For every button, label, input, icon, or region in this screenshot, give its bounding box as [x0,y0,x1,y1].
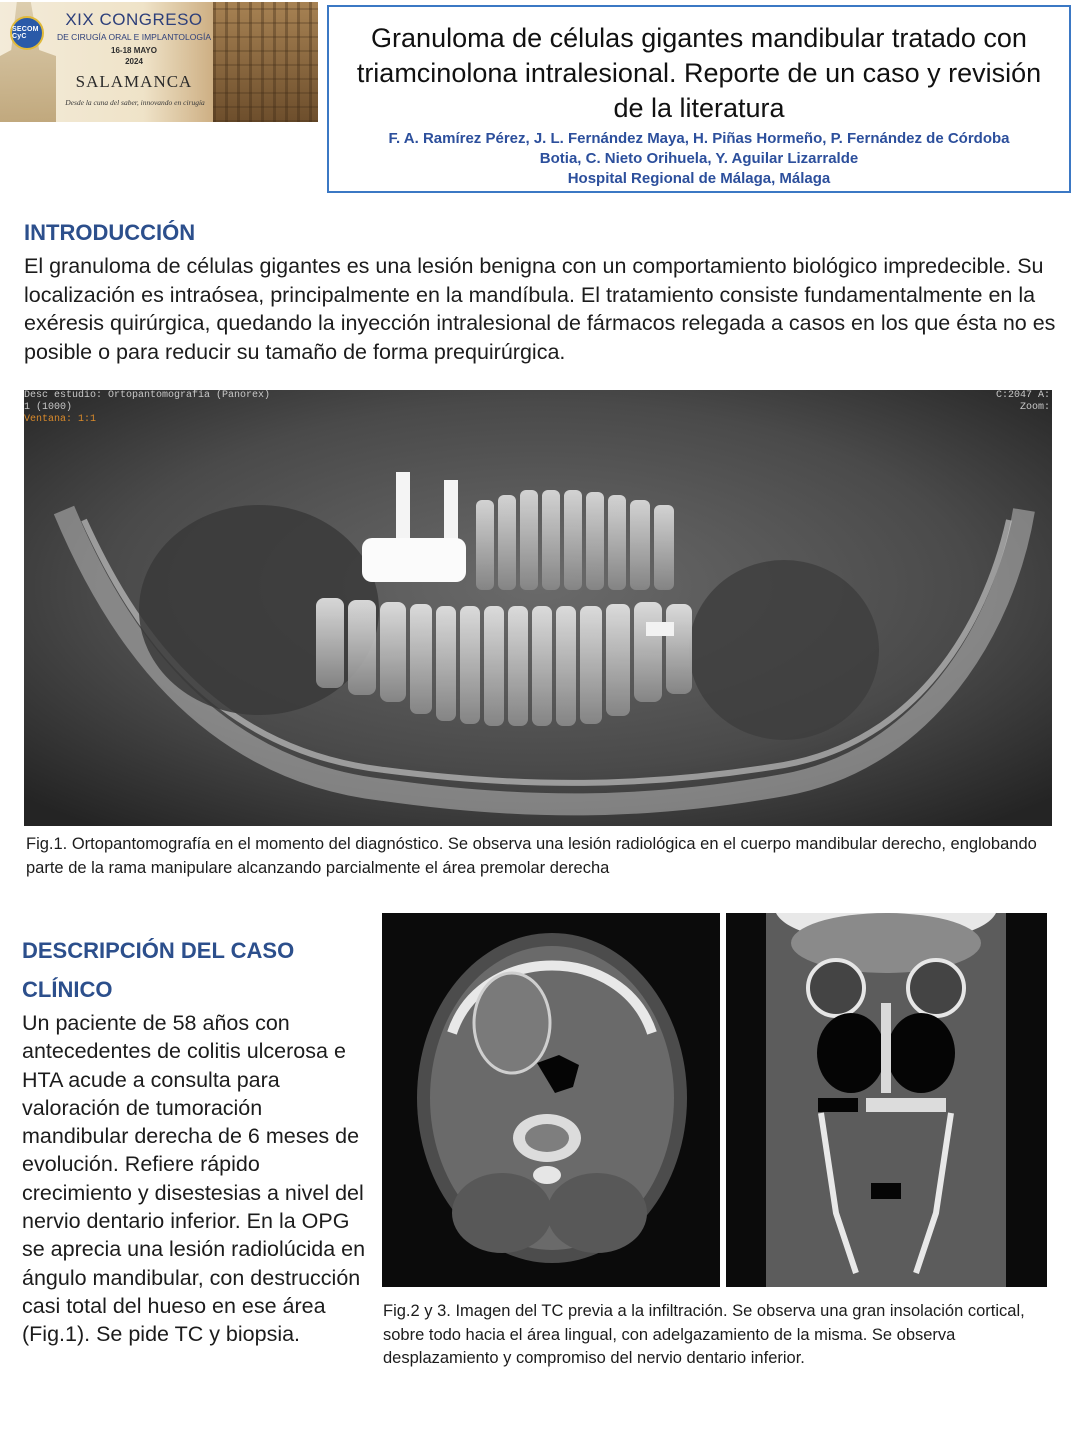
xray-hud-contrast: C:2047 A: [995,390,1050,401]
case-text: Un paciente de 58 años con antecedentes de colitis ulcerosa e HTA acude a consulta para valoración de tumoración mandibular derecha de 6 meses de evolución. Refiere rápido crecimiento y disestesias a nivel del nervio dentario inferior. En la OPG se aprecia una lesión radiolúcida en ángulo mandibular, con destrucción casi total del hueso en ese área (Fig.1). Se pide TC y biopsia. [22,1011,366,1347]
xray-hud-zoom: Zoom: [1019,402,1050,413]
intro-heading: INTRODUCCIÓN [24,220,196,245]
congress-dates: 16-18 MAYO [111,46,157,55]
case-heading-line-1: DESCRIPCIÓN DEL CASO [22,938,295,963]
congress-banner [0,2,318,122]
ct-coronal-drawing [726,913,1047,1287]
fig23-caption: Fig.2 y 3. Imagen del TC previa a la infiltración. Se observa una gran insolación cortical, sobre todo hacia el área lingual, con adelgazamiento de la misma. Se observa desplazamiento y compromiso del nervio dentario inferior. [383,1302,1025,1367]
congress-subtitle: DE CIRUGÍA ORAL E IMPLANTOLOGÍA [57,32,211,42]
institution: Hospital Regional de Málaga, Málaga [567,170,831,187]
society-logo: SECOM CyC [10,16,44,50]
xray-hud-window: Ventana: 1:1 [24,414,97,425]
ct-axial-image [382,913,720,1287]
panoramic-xray-image [24,390,1052,826]
ct-coronal-image [726,913,1047,1287]
panoramic-xray-drawing [24,390,1052,826]
congress-name: XIX CONGRESO [65,10,203,29]
congress-motto: Desde la cuna del saber, innovando en cirugía [65,98,205,107]
intro-text: El granuloma de células gigantes es una lesión benigna con un comportamiento biológico impredecible. Su localización es intraósea, principalmente en la mandíbula. El tratamiento consiste fundamentalmente en la exéresis quirúrgica, quedando la inyección intralesional de fármacos relegada a casos en los que ésta no es posible o para reducir su tamaño de forma prequirúrgica. [24,254,1056,364]
fig1-caption: Fig.1. Ortopantomografía en el momento del diagnóstico. Se observa una lesión radiológica en el cuerpo mandibular derecho, englobando parte de la rama manipulare alcanzando parcialmente el área premolar derecha [26,835,1037,877]
congress-city: SALAMANCA [75,72,193,91]
authors-line-2: Botia, C. Nieto Orihuela, Y. Aguilar Lizarralde [539,150,859,167]
xray-hud-series: 1 (1000) [24,402,73,413]
poster-title: Granuloma de células gigantes mandibular tratado con triamcinolona intralesional. Reporte de un caso y revisión de la literatura [356,23,1042,123]
case-heading-line-2: CLÍNICO [22,977,113,1002]
authors-block [329,129,1069,189]
ct-axial-drawing [382,913,720,1287]
congress-year: 2024 [125,57,143,66]
xray-hud-study: Desc estudio: Ortopantomografía (Panorex) [24,390,271,401]
title-box [327,5,1071,193]
authors-line-1: F. A. Ramírez Pérez, J. L. Fernández Maya, H. Piñas Hormeño, P. Fernández de Córdoba [388,130,1010,147]
